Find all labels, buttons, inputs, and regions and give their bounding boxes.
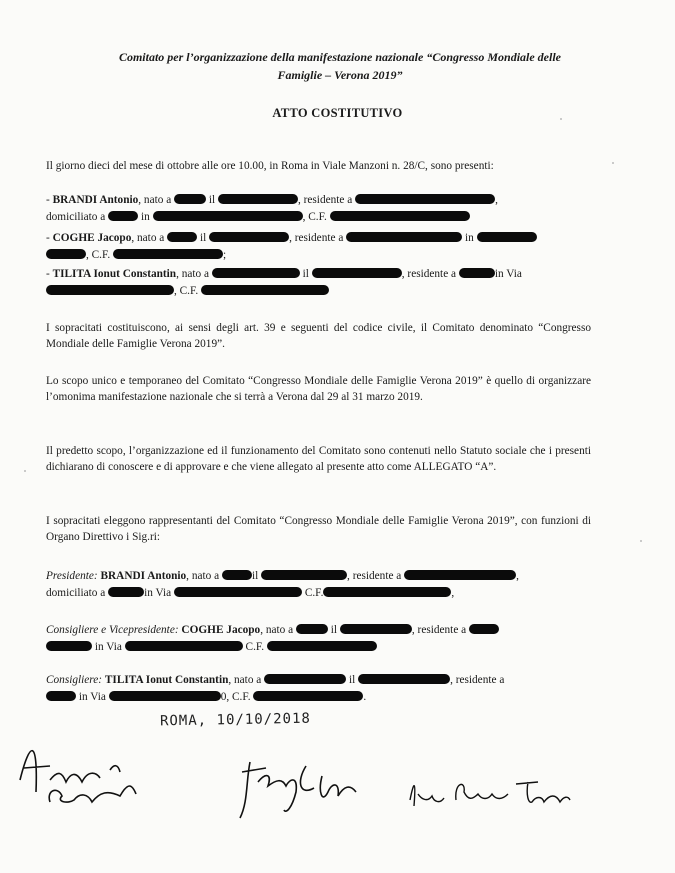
header-line-2: Famiglie – Verona 2019” [277,68,403,82]
redaction-bar [477,232,537,242]
redaction-bar [113,249,223,259]
redaction-bar [404,570,516,580]
redaction-bar [358,674,450,684]
scan-speck [24,470,26,472]
person-1-line-1: - BRANDI Antonio, nato a il , residente a , [46,194,498,206]
signature-antonio-brandi [10,730,160,820]
redaction-bar [312,268,402,278]
intro-paragraph: Il giorno dieci del mese di ottobre alle ore 10.00, in Roma in Viale Manzoni n. 28/C, sono presenti: [46,160,494,172]
redaction-bar [340,624,412,634]
redaction-bar [261,570,347,580]
role-3-line-1: Consigliere: TILITA Ionut Constantin, nato a il , residente a [46,674,505,686]
redaction-bar [46,285,174,295]
role-3-line-2: in Via 0, C.F. . [46,689,366,705]
redaction-bar [46,691,76,701]
role-2-line-1: Consigliere e Vicepresidente: COGHE Jacopo, nato a il , residente a [46,622,499,638]
role-2-name: COGHE Jacopo [181,624,261,636]
redaction-bar [330,211,470,221]
redaction-bar [209,232,289,242]
redaction-bar [267,641,377,651]
redaction-bar [459,268,495,278]
person-2-name: COGHE Jacopo [52,232,132,244]
signature-jacopo-coghe [236,752,386,826]
person-2-line-1: - COGHE Jacopo, nato a il , residente a in [46,230,537,246]
person-3-name: TILITA Ionut Constantin [52,268,177,280]
document-header [70,48,610,84]
redaction-bar [125,641,243,651]
redaction-bar [174,194,206,204]
redaction-bar [153,211,303,221]
redaction-bar [212,268,300,278]
redaction-bar [46,641,92,651]
redaction-bar [323,587,451,597]
redaction-bar [346,232,462,242]
role-1-line-2: domiciliato a in Via C.F. , [46,587,455,599]
redaction-bar [167,232,197,242]
redaction-bar [253,691,363,701]
redaction-bar [355,194,495,204]
redaction-bar [218,194,298,204]
redaction-bar [109,691,221,701]
redaction-bar [264,674,346,684]
handwritten-date: ROMA, 10/10/2018 [159,710,311,730]
role-1-line-1: Presidente: BRANDI Antonio, nato a il , residente a , [46,570,519,582]
role-3-title: Consigliere: [46,674,103,686]
person-3-line-1: - TILITA Ionut Constantin, nato a il , residente a in Via [46,268,522,280]
scan-speck [612,162,614,164]
role-1-title: Presidente: [46,570,98,582]
role-1-name: BRANDI Antonio [100,570,187,582]
paragraph-eleggono: I sopracitati eleggono rappresentanti del Comitato “Congresso Mondiale delle Famiglie Verona 2019”, con funzioni di Organo Direttivo i Sig.ri: [46,515,591,543]
header-line-1: Comitato per l’organizzazione della manifestazione nazionale “Congresso Mondiale delle [118,50,562,64]
person-1-name: BRANDI Antonio [52,194,139,206]
paragraph-scopo: Lo scopo unico e temporaneo del Comitato “Congresso Mondiale delle Famiglie Verona 2019” è quello di organizzare l’omonima manifestazione nazionale che si terrà a Verona dal 29 al 31 marzo 2019. [46,375,591,403]
role-3-name: TILITA Ionut Constantin [104,674,229,686]
signature-ionut-tilita [404,770,576,818]
paragraph-statuto: Il predetto scopo, l’organizzazione ed il funzionamento del Comitato sono contenuti nello Statuto sociale che i presenti dichiarano di conoscere e di approvare e che viene allegato al presente atto come ALLEGATO “A”. [46,445,591,473]
document-title: ATTO COSTITUTIVO [272,106,403,120]
role-2-line-2: in Via C.F. [46,639,377,655]
person-3-line-2: , C.F. [46,283,329,299]
redaction-bar [296,624,328,634]
redaction-bar [174,587,302,597]
redaction-bar [108,211,138,221]
scan-speck [640,540,642,542]
person-2-line-2: , C.F. ; [46,247,226,263]
paragraph-costituiscono: I sopracitati costituiscono, ai sensi degli art. 39 e seguenti del codice civile, il Comitato denominato “Congresso Mondiale delle Famiglie Verona 2019”. [46,322,591,350]
person-1-line-2: domiciliato a in , C.F. [46,209,470,225]
redaction-bar [108,587,144,597]
redaction-bar [46,249,86,259]
redaction-bar [469,624,499,634]
scan-speck [560,118,562,120]
redaction-bar [201,285,329,295]
redaction-bar [222,570,252,580]
role-2-title: Consigliere e Vicepresidente: [46,624,179,636]
